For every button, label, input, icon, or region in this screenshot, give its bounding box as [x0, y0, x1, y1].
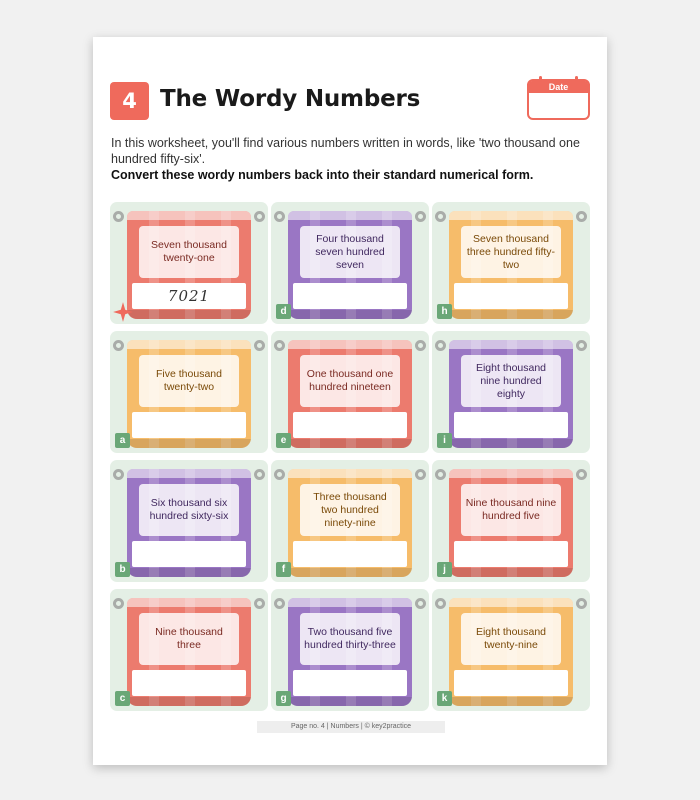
- date-field[interactable]: [527, 79, 590, 120]
- book-spine: [449, 568, 573, 577]
- number-words-label: Four thousand seven hundred seven: [300, 226, 400, 278]
- answer-field[interactable]: [293, 541, 407, 567]
- instruction-text: Convert these wordy numbers back into their standard numerical form.: [111, 168, 534, 182]
- number-card: [432, 331, 590, 453]
- binder-ring-icon: [274, 469, 285, 480]
- book-illustration: [127, 469, 251, 577]
- card-letter-badge: f: [276, 562, 291, 577]
- card-letter-badge: e: [276, 433, 291, 448]
- card-letter-badge: h: [437, 304, 452, 319]
- number-card: [432, 202, 590, 324]
- answer-field[interactable]: 7021: [132, 283, 246, 309]
- binder-ring-icon: [435, 598, 446, 609]
- answer-field[interactable]: [132, 412, 246, 438]
- number-words-label: Nine thousand nine hundred five: [461, 484, 561, 536]
- card-letter-badge: i: [437, 433, 452, 448]
- card-letter-badge: d: [276, 304, 291, 319]
- book-spine: [127, 697, 251, 706]
- binder-ring-icon: [415, 211, 426, 222]
- binder-ring-icon: [274, 598, 285, 609]
- number-card: [271, 331, 429, 453]
- number-words-label: Three thousand two hundred ninety-nine: [300, 484, 400, 536]
- book-illustration: [127, 340, 251, 448]
- binder-ring-icon: [254, 211, 265, 222]
- binder-ring-icon: [576, 340, 587, 351]
- binder-ring-icon: [274, 340, 285, 351]
- binder-ring-icon: [415, 340, 426, 351]
- answer-field[interactable]: [454, 283, 568, 309]
- book-illustration: [288, 469, 412, 577]
- binder-ring-icon: [274, 211, 285, 222]
- number-card: [110, 202, 268, 324]
- worksheet-number-badge: 4: [110, 82, 149, 120]
- card-letter-badge: b: [115, 562, 130, 577]
- number-card: [271, 202, 429, 324]
- book-spine: [449, 310, 573, 319]
- binder-ring-icon: [113, 598, 124, 609]
- number-words-label: One thousand one hundred nineteen: [300, 355, 400, 407]
- answer-field[interactable]: [454, 670, 568, 696]
- book-spine: [288, 310, 412, 319]
- card-letter-badge: c: [115, 691, 130, 706]
- number-words-label: Eight thousand nine hundred eighty: [461, 355, 561, 407]
- book-spine: [288, 439, 412, 448]
- number-words-label: Six thousand six hundred sixty-six: [139, 484, 239, 536]
- number-card: [110, 460, 268, 582]
- book-spine: [127, 568, 251, 577]
- book-illustration: [288, 340, 412, 448]
- binder-ring-icon: [113, 211, 124, 222]
- card-letter-badge: a: [115, 433, 130, 448]
- binder-ring-icon: [415, 598, 426, 609]
- book-spine: [449, 697, 573, 706]
- book-spine: [127, 310, 251, 319]
- book-illustration: [127, 598, 251, 706]
- card-letter-badge: j: [437, 562, 452, 577]
- answer-field[interactable]: [132, 670, 246, 696]
- book-spine: [449, 439, 573, 448]
- number-words-label: Seven thousand twenty-one: [139, 226, 239, 278]
- book-spine: [288, 697, 412, 706]
- card-letter-badge: g: [276, 691, 291, 706]
- number-words-label: Five thousand twenty-two: [139, 355, 239, 407]
- binder-ring-icon: [254, 469, 265, 480]
- star-icon: [112, 301, 134, 323]
- card-letter-badge: k: [437, 691, 452, 706]
- worksheet-page: [93, 37, 607, 765]
- page-footer: Page no. 4 | Numbers | © key2practice: [257, 721, 445, 733]
- binder-ring-icon: [254, 598, 265, 609]
- book-illustration: [127, 211, 251, 319]
- binder-ring-icon: [435, 340, 446, 351]
- worksheet-title: The Wordy Numbers: [160, 86, 421, 112]
- book-illustration: [449, 598, 573, 706]
- binder-ring-icon: [576, 211, 587, 222]
- book-illustration: [288, 598, 412, 706]
- book-spine: [127, 439, 251, 448]
- binder-ring-icon: [113, 340, 124, 351]
- number-words-label: Two thousand five hundred thirty-three: [300, 613, 400, 665]
- binder-ring-icon: [435, 211, 446, 222]
- book-illustration: [288, 211, 412, 319]
- binder-ring-icon: [113, 469, 124, 480]
- book-spine: [288, 568, 412, 577]
- number-card: [271, 460, 429, 582]
- binder-ring-icon: [576, 598, 587, 609]
- number-card: [110, 331, 268, 453]
- number-card: [271, 589, 429, 711]
- date-label: Date: [529, 81, 588, 93]
- answer-field[interactable]: [454, 541, 568, 567]
- answer-field[interactable]: [132, 541, 246, 567]
- answer-field[interactable]: [293, 283, 407, 309]
- number-words-label: Seven thousand three hundred fifty-two: [461, 226, 561, 278]
- answer-field[interactable]: [293, 670, 407, 696]
- binder-ring-icon: [576, 469, 587, 480]
- answer-field[interactable]: [293, 412, 407, 438]
- number-card: [432, 460, 590, 582]
- binder-ring-icon: [415, 469, 426, 480]
- binder-ring-icon: [254, 340, 265, 351]
- book-illustration: [449, 211, 573, 319]
- number-words-label: Nine thousand three: [139, 613, 239, 665]
- answer-field[interactable]: [454, 412, 568, 438]
- book-illustration: [449, 340, 573, 448]
- intro-text: In this worksheet, you'll find various numbers written in words, like 'two thousand one hundred fifty-six'.: [111, 136, 580, 166]
- number-card: [432, 589, 590, 711]
- number-card: [110, 589, 268, 711]
- number-words-label: Eight thousand twenty-nine: [461, 613, 561, 665]
- book-illustration: [449, 469, 573, 577]
- binder-ring-icon: [435, 469, 446, 480]
